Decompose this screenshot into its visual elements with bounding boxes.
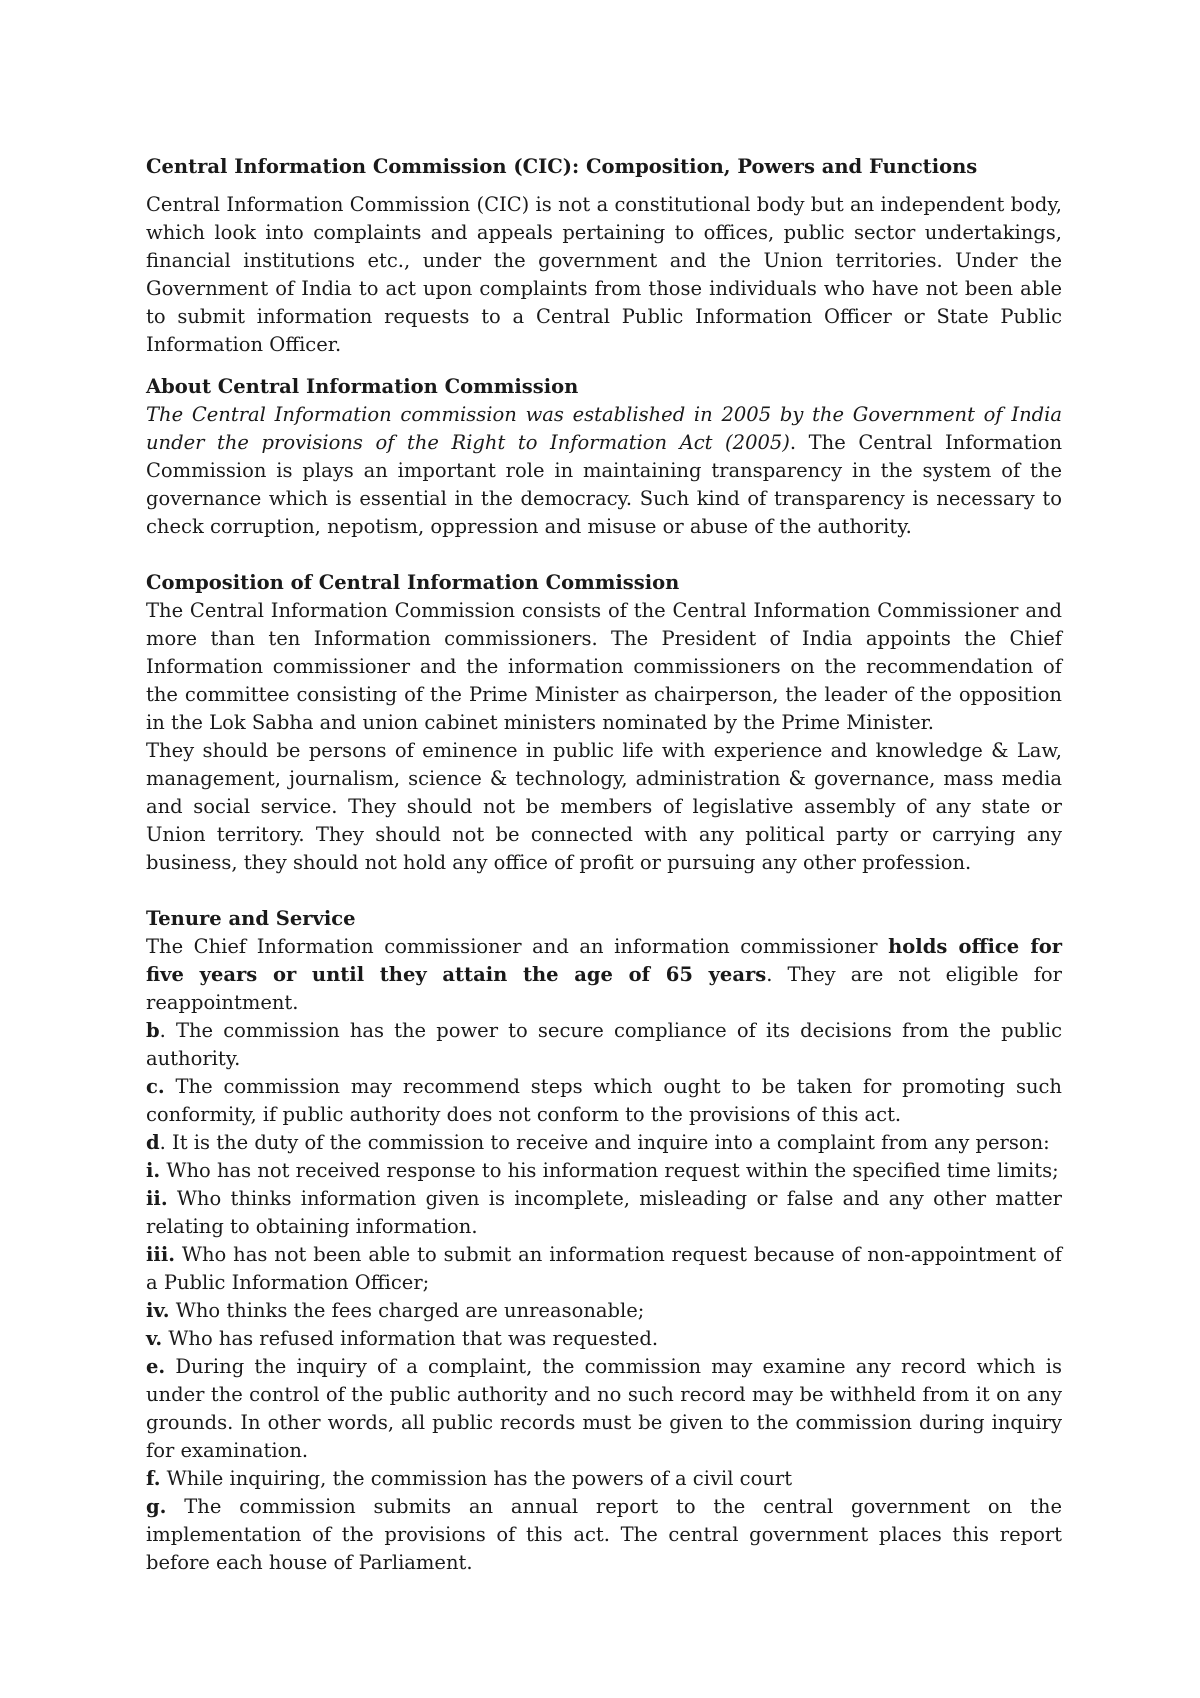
list-text: Who thinks the fees charged are unreasonable; [169,1299,645,1322]
list-item [146,1157,1062,1185]
list-marker: iii. [146,1243,176,1266]
list-text: Who has refused information that was requested. [162,1327,659,1350]
tenure-paragraph [146,933,1062,1017]
intro-paragraph: Central Information Commission (CIC) is not a constitutional body but an independent body, which look into complaints and appeals pertaining to offices, public sector undertakings, financial institutions etc., under the government and the Union territories. Under the Government of India to act upon complaints from those individuals who have not been able to submit information requests to a Central Public Information Officer or State Public Information Officer. [146,193,1062,356]
list-text: Who has not received response to his information request within the specified time limits; [160,1159,1059,1182]
list-text: Who thinks information given is incomplete, misleading or false and any other matter relating to obtaining information. [146,1187,1062,1238]
about-paragraph [146,401,1062,541]
list-text: During the inquiry of a complaint, the commission may examine any record which is under the control of the public authority and no such record may be withheld from it on any grounds. In other words, all public records must be given to the commission during inquiry for examination. [146,1355,1062,1462]
about-italic-text: The Central Information commission was established in 2005 by the Government of India under the provisions of the Right to Information Act (2005) [146,403,1062,454]
list-text: . It is the duty of the commission to receive and inquire into a complaint from any person: [159,1131,1050,1154]
list-item [146,1325,1062,1353]
document-title: Central Information Commission (CIC): Composition, Powers and Functions [146,155,978,178]
list-item [146,1185,1062,1241]
list-text: While inquiring, the commission has the powers of a civil court [160,1467,793,1490]
list-marker: i. [146,1159,161,1182]
tenure-lead-text: The Chief Information commissioner and an information commissioner [146,935,889,958]
list-text: The commission submits an annual report to the central government on the implementation of the provisions of this act. The central government places this report before each house of Parliament. [146,1495,1062,1574]
about-heading: About Central Information Commission [146,375,579,398]
list-marker: d [146,1131,160,1154]
list-item [146,1493,1062,1577]
list-item [146,1353,1062,1465]
list-item [146,1017,1062,1073]
list-marker: c. [146,1075,165,1098]
tenure-bold-text: holds office for five years or until they attain the age of 65 years [146,935,1062,986]
composition-paragraph-1: The Central Information Commission consists of the Central Information Commissioner and more than ten Information commissioners. The President of India appoints the Chief Information commissioner and the information commissioners on the recommendation of the committee consisting of the Prime Minister as chairperson, the leader of the opposition in the Lok Sabha and union cabinet ministers nominated by the Prime Minister. [146,599,1062,734]
document-page [146,153,1062,1577]
list-marker: iv. [146,1299,170,1322]
list-item [146,1073,1062,1129]
list-item [146,1297,1062,1325]
tenure-heading: Tenure and Service [146,907,356,930]
list-text: . The commission has the power to secure compliance of its decisions from the public authority. [146,1019,1062,1070]
list-marker: g. [146,1495,167,1518]
list-item [146,1241,1062,1297]
composition-paragraph-2: They should be persons of eminence in public life with experience and knowledge & Law, management, journalism, science & technology, administration & governance, mass media and social service. They should not be members of legislative assembly of any state or Union territory. They should not be connected with any political party or carrying any business, they should not hold any office of profit or pursuing any other profession. [146,739,1062,874]
list-item [146,1129,1062,1157]
tenure-tail-text: . They are not eligible for reappointment. [146,963,1062,1014]
list-marker: e. [146,1355,166,1378]
section-spacer [146,877,1062,905]
list-marker: b [146,1019,160,1042]
list-marker: f. [146,1467,161,1490]
composition-heading: Composition of Central Information Commission [146,571,680,594]
list-item [146,1465,1062,1493]
about-body-text: . The Central Information Commission is plays an important role in maintaining transparency in the system of the governance which is essential in the democracy. Such kind of transparency is necessary to check corruption, nepotism, oppression and misuse or abuse of the authority. [146,431,1063,538]
list-text: The commission may recommend steps which ought to be taken for promoting such conformity, if public authority does not conform to the provisions of this act. [146,1075,1062,1126]
list-marker: v. [146,1327,163,1350]
list-text: Who has not been able to submit an information request because of non-appointment of a Public Information Officer; [146,1243,1062,1294]
section-spacer [146,541,1062,569]
list-marker: ii. [146,1187,168,1210]
